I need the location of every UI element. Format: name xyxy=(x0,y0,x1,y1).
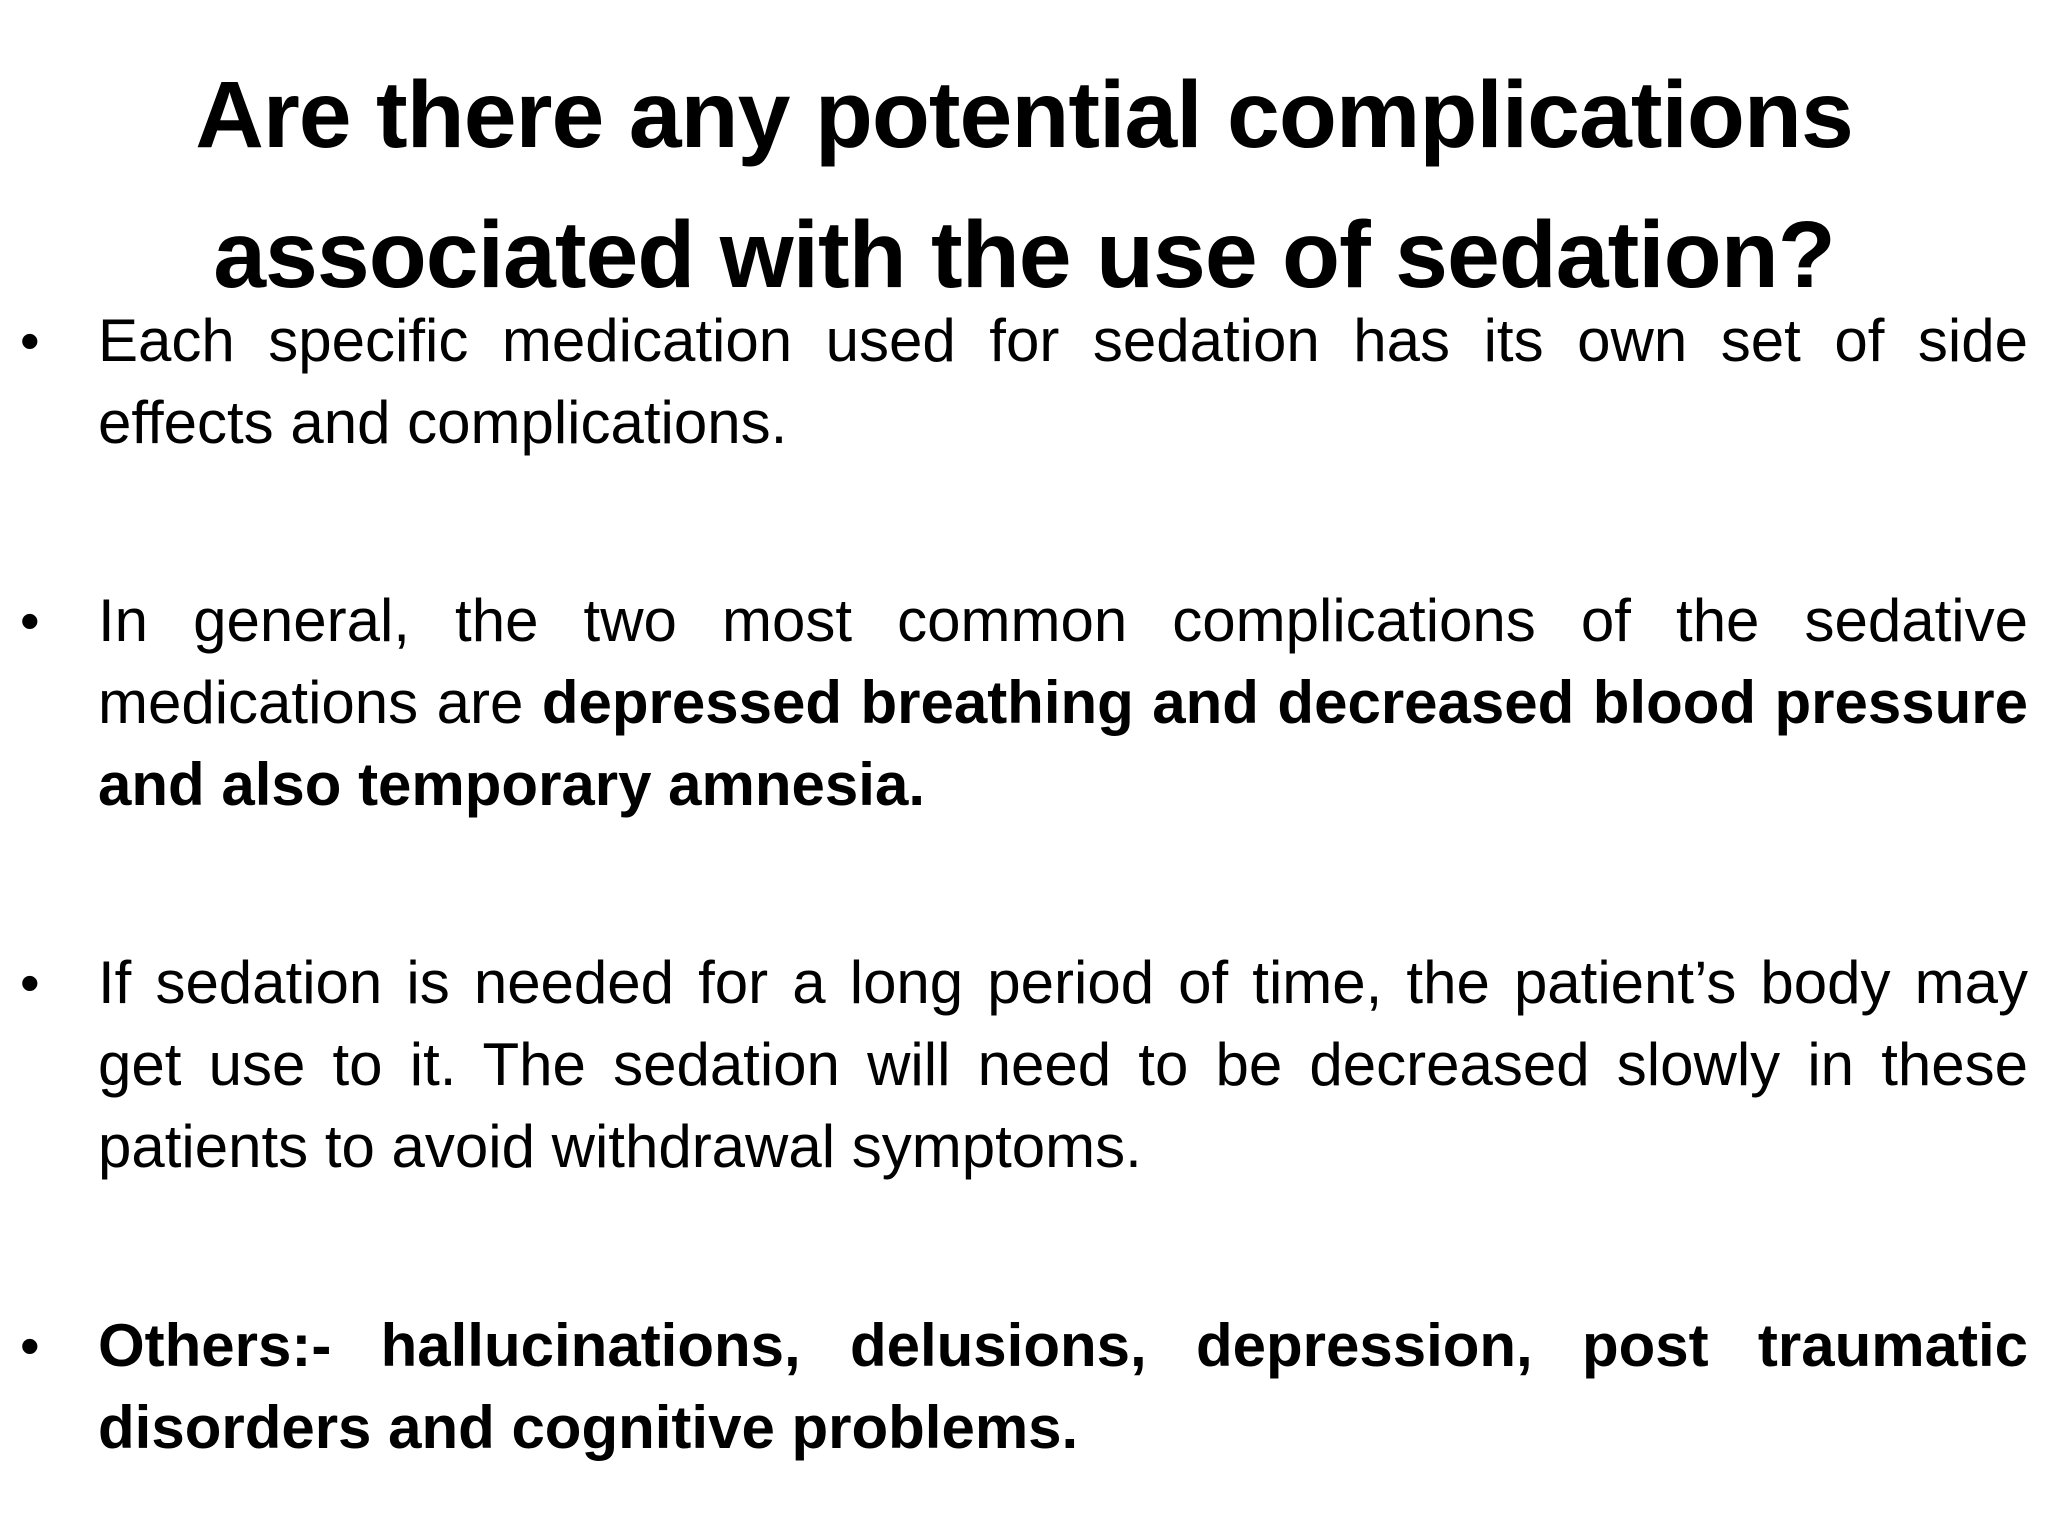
bullet-text: If sedation is needed for a long period of time, the patient’s body may get use to it. The sedation will need to be decreased slowly in these patients to avoid withdrawal symptoms. xyxy=(98,949,2028,1180)
bullet-marker-icon: • xyxy=(20,309,40,372)
bullet-marker-icon: • xyxy=(20,951,40,1014)
bullet-text-bold: depressed breathing and decreased blood pressure and also temporary amnesia. xyxy=(98,669,2029,818)
bullet-marker-icon: • xyxy=(20,1314,40,1377)
bullet-text xyxy=(98,580,2028,826)
bullet-text-regular: In general, the two most common complications of the sedative medications are xyxy=(98,587,2028,736)
bullet-text-bold: Others:- hallucinations, delusions, depression, post traumatic disorders and cognitive problems. xyxy=(98,1312,2028,1461)
bullet-text: Each specific medication used for sedation has its own set of side effects and complications. xyxy=(98,307,2028,456)
slide-title: Are there any potential complications associated with the use of sedation? xyxy=(195,62,1853,308)
bullet-marker-icon: • xyxy=(20,589,40,652)
